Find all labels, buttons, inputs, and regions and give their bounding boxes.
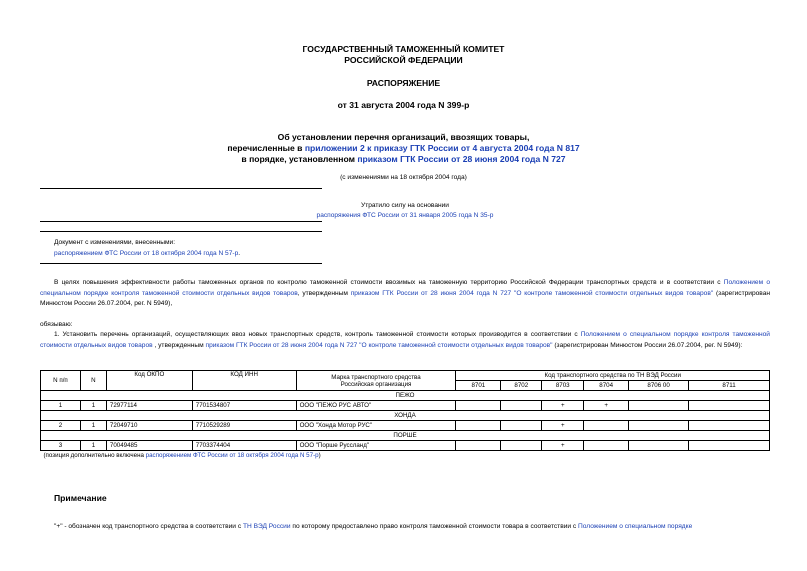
org-name-line2: РОССИЙСКОЙ ФЕДЕРАЦИИ: [344, 55, 463, 65]
cell-mark: [584, 421, 629, 431]
preamble-text: (зарегистрирован Минюстом России 26.07.2004, рег. N 5949),: [40, 289, 771, 307]
cell-org: ООО "Хонда Мотор РУС": [296, 421, 456, 431]
header-brand-line2: Российская организация: [340, 380, 412, 388]
header-code: 8701: [456, 381, 501, 391]
item-1-text: (зарегистрирован Минюстом России 26.07.2004, рег. N 5949):: [552, 341, 743, 349]
cell-mark: [689, 421, 770, 431]
doc-date: от 31 августа 2004 года N 399-р: [337, 100, 470, 110]
link-change-order-57[interactable]: распоряжением ФТС России от 18 октября 2004 года N 57-р: [54, 250, 239, 257]
cell-np: 1: [41, 401, 81, 411]
cell-inn: 7710529289: [192, 421, 296, 431]
cell-mark: [501, 421, 542, 431]
header-n: N: [80, 371, 106, 391]
table-header-row: [41, 371, 770, 381]
organizations-table: [40, 370, 770, 461]
cell-n: 1: [80, 421, 106, 431]
cell-np: 2: [41, 421, 81, 431]
preamble-paragraph: [40, 278, 770, 310]
link-regulation[interactable]: Положением о специальном порядке: [578, 523, 693, 530]
title-line2-text: перечисленные в: [227, 143, 305, 153]
cell-org: ООО "Порше Руссланд": [296, 441, 456, 451]
changes-box-link-line: [54, 249, 240, 258]
item-1-paragraph: [40, 330, 770, 351]
table-row: [41, 421, 770, 431]
title-line2: [0, 143, 807, 153]
cell-mark: +: [542, 401, 584, 411]
org-name-line1: ГОСУДАРСТВЕННЫЙ ТАМОЖЕННЫЙ КОМИТЕТ: [302, 44, 505, 54]
divider-line: [40, 231, 322, 232]
header-brand-line1: Марка транспортного средства: [331, 373, 421, 381]
table-group-row: [41, 411, 770, 421]
note-text-part: по которому предоставлено право контроля таможенной стоимости товара в соответствии с: [290, 523, 579, 530]
cell-np: 3: [41, 441, 81, 451]
link-order-727[interactable]: приказом ГТК России от 28 июня 2004 года N 727 "О контроле таможенной стоимости отдельных видов товаров": [350, 289, 714, 297]
item-1-text: , утвержденным: [152, 341, 206, 349]
cell-mark: [629, 401, 689, 411]
cell-mark: [501, 441, 542, 451]
cell-inn: 7703374404: [192, 441, 296, 451]
cell-org: ООО "ПЕЖО РУС АВТО": [296, 401, 456, 411]
header-code: 8703: [542, 381, 584, 391]
amendments-note: (с изменениями на 18 октября 2004 года): [340, 174, 467, 181]
cell-mark: [689, 401, 770, 411]
table-footnote: [41, 451, 770, 461]
table-row: [41, 401, 770, 411]
title-line1: Об установлении перечня организаций, ввозящих товары,: [277, 132, 530, 142]
cell-mark: +: [542, 441, 584, 451]
preamble-text: В целях повышения эффективности работы таможенных органов по контролю таможенной стоимости ввозимых на таможенную территорию Российской Федерации транспортных средств и в соответствии с: [54, 279, 724, 286]
cell-mark: [456, 401, 501, 411]
preamble-text: , утвержденным: [297, 289, 351, 297]
cell-okpo: 72049710: [106, 421, 192, 431]
group-brand: ПЕЖО: [41, 391, 770, 401]
group-brand: ПОРШЕ: [41, 431, 770, 441]
cell-mark: [501, 401, 542, 411]
divider-line: [40, 188, 322, 189]
link-order-727[interactable]: приказом ГТК России от 28 июня 2004 года N 727 "О контроле таможенной стоимости отдельных видов товаров": [205, 341, 553, 349]
header-codes-title: Код транспортного средства по ТН ВЭД России: [456, 371, 770, 381]
link-order-727[interactable]: приказом ГТК России от 28 июня 2004 года N 727: [357, 154, 566, 164]
table-group-row: [41, 431, 770, 441]
obliges-text: обязываю:: [40, 321, 73, 328]
cell-mark: +: [584, 401, 629, 411]
divider-line: [40, 221, 322, 222]
link-regulation[interactable]: Положением о специальном порядке контроля таможенной стоимости отдельных видов товаров: [40, 331, 770, 349]
header-code: 8704: [584, 381, 629, 391]
header-code: 8702: [501, 381, 542, 391]
note-text: [40, 522, 770, 531]
header-code: 8706 00: [629, 381, 689, 391]
link-regulation[interactable]: Положением о специальном порядке контроля таможенной стоимости отдельных видов товаров: [40, 279, 770, 297]
cell-okpo: 72977114: [106, 401, 192, 411]
header-brand: [296, 371, 456, 391]
note-text-part: "+" - обозначен код транспортного средства в соответствии с: [54, 523, 243, 530]
header-inn: КОД ИНН: [192, 371, 296, 391]
cell-mark: [629, 421, 689, 431]
cell-mark: [456, 441, 501, 451]
title-line3: [0, 154, 807, 164]
void-note-text: Утратило силу на основании: [361, 202, 449, 209]
cell-mark: [689, 441, 770, 451]
doc-type: РАСПОРЯЖЕНИЕ: [366, 78, 441, 88]
cell-mark: [584, 441, 629, 451]
group-brand: ХОНДА: [41, 411, 770, 421]
note-heading: Примечание: [54, 493, 107, 503]
cell-n: 1: [80, 401, 106, 411]
cell-okpo: 70049485: [106, 441, 192, 451]
header-code: 8711: [689, 381, 770, 391]
header-okpo: Код ОКПО: [106, 371, 192, 391]
title-line3-text: в порядке, установленном: [241, 154, 358, 164]
cell-inn: 7701534807: [192, 401, 296, 411]
table-footnote-row: [41, 451, 770, 461]
link-order-817[interactable]: приложении 2 к приказу ГТК России от 4 августа 2004 года N 817: [304, 143, 580, 153]
header-np: N п/п: [41, 371, 81, 391]
cell-n: 1: [80, 441, 106, 451]
cell-mark: [629, 441, 689, 451]
item-1-text: 1. Установить перечень организаций, осуществляющих ввоз новых транспортных средств, контроль таможенной стоимости которых производится в соответствии с: [54, 331, 581, 338]
table-group-row: [41, 391, 770, 401]
footnote-text: (позиция дополнительно включена: [43, 452, 146, 460]
divider-line: [40, 263, 322, 264]
link-void-order[interactable]: распоряжения ФТС России от 31 января 2005 года N 35-р: [316, 212, 494, 219]
cell-mark: +: [542, 421, 584, 431]
changes-box-text: Документ с изменениями, внесенными:: [54, 239, 176, 246]
cell-mark: [456, 421, 501, 431]
changes-box-tail: .: [238, 250, 241, 257]
link-change-order-57[interactable]: распоряжением ФТС России от 18 октября 2004 года N 57-р: [145, 452, 319, 460]
link-tn-ved[interactable]: ТН ВЭД России: [242, 523, 291, 530]
table-row: [41, 441, 770, 451]
footnote-text: ): [318, 452, 321, 460]
